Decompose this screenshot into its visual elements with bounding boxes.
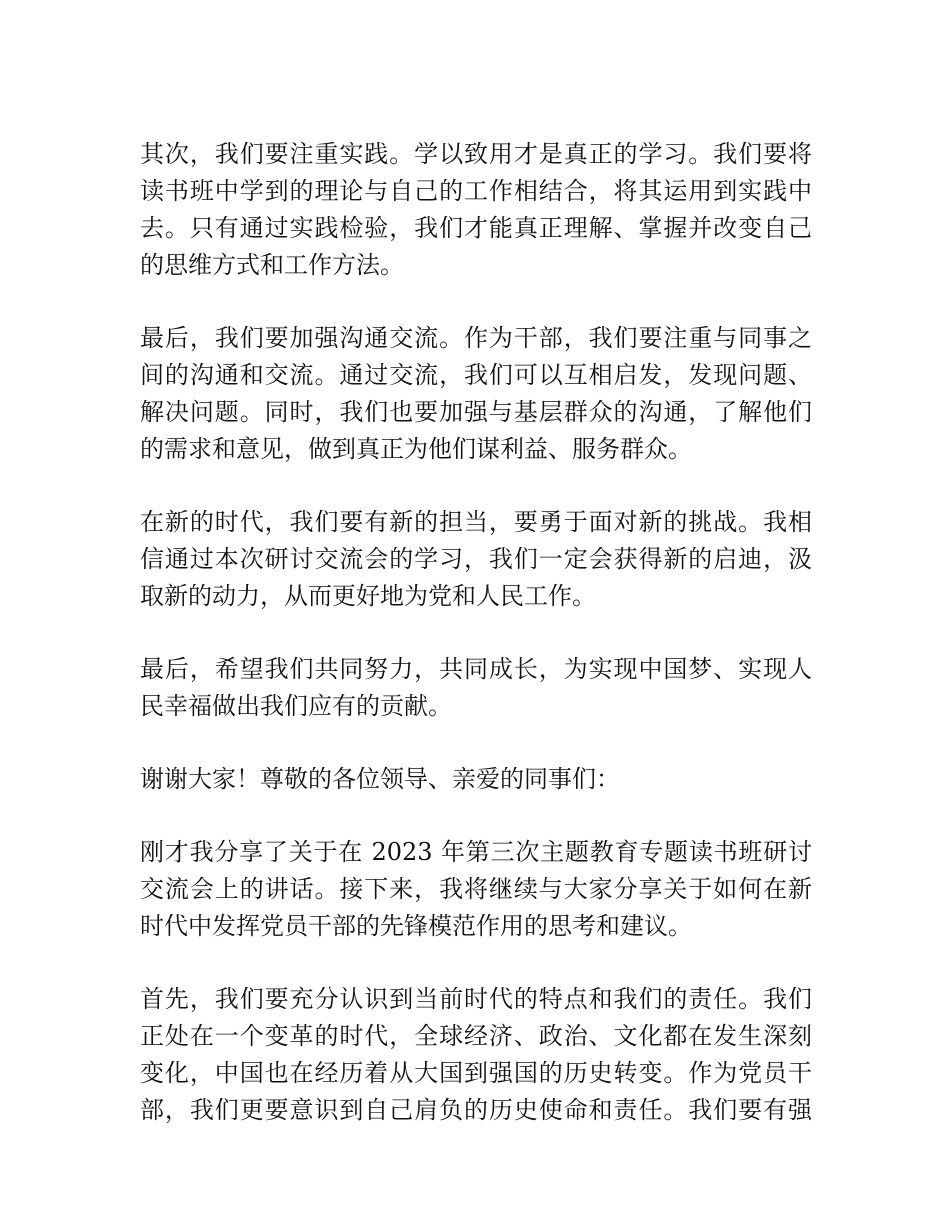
text-line: 最后，我们要加强沟通交流。作为干部，我们要注重与同事之 xyxy=(140,324,812,352)
paragraph-practice xyxy=(140,136,812,284)
text-line: 的思维方式和工作方法。 xyxy=(140,251,404,279)
paragraph-intro xyxy=(140,834,812,945)
text-line: 去。只有通过实践检验，我们才能真正理解、掌握并改变自己 xyxy=(140,214,812,242)
paragraph-first-point xyxy=(140,981,812,1129)
text-line: 解决问题。同时，我们也要加强与基层群众的沟通，了解他们 xyxy=(140,398,812,426)
text-line: 时代中发挥党员干部的先锋模范作用的思考和建议。 xyxy=(140,912,692,940)
text-line: 其次，我们要注重实践。学以致用才是真正的学习。我们要将 xyxy=(140,140,812,168)
text-line: 读书班中学到的理论与自己的工作相结合，将其运用到实践中 xyxy=(140,177,812,205)
text-line: 刚才我分享了关于在 2023 年第三次主题教育专题读书班研讨 xyxy=(140,838,812,866)
text-line: 变化，中国也在经历着从大国到强国的历史转变。作为党员干 xyxy=(140,1059,812,1087)
document-body xyxy=(140,136,812,1165)
text-line: 在新的时代，我们要有新的担当，要勇于面对新的挑战。我相 xyxy=(140,508,812,536)
paragraph-hope xyxy=(140,651,812,725)
text-line: 信通过本次研讨交流会的学习，我们一定会获得新的启迪，汲 xyxy=(140,545,812,573)
text-line: 首先，我们要充分认识到当前时代的特点和我们的责任。我们 xyxy=(140,985,812,1013)
text-line: 取新的动力，从而更好地为党和人民工作。 xyxy=(140,582,596,610)
paragraph-new-era xyxy=(140,504,812,615)
text-line: 交流会上的讲话。接下来，我将继续与大家分享关于如何在新 xyxy=(140,875,812,903)
text-line: 民幸福做出我们应有的贡献。 xyxy=(140,692,452,720)
text-line: 谢谢大家！尊敬的各位领导、亲爱的同事们： xyxy=(140,765,620,793)
text-line: 间的沟通和交流。通过交流，我们可以互相启发，发现问题、 xyxy=(140,361,812,389)
text-line: 最后，希望我们共同努力，共同成长，为实现中国梦、实现人 xyxy=(140,655,812,683)
paragraph-greeting xyxy=(140,761,812,798)
text-line: 部，我们更要意识到自己肩负的历史使命和责任。我们要有强 xyxy=(140,1096,812,1124)
text-line: 正处在一个变革的时代，全球经济、政治、文化都在发生深刻 xyxy=(140,1022,812,1050)
text-line: 的需求和意见，做到真正为他们谋利益、服务群众。 xyxy=(140,435,692,463)
paragraph-communication xyxy=(140,320,812,468)
